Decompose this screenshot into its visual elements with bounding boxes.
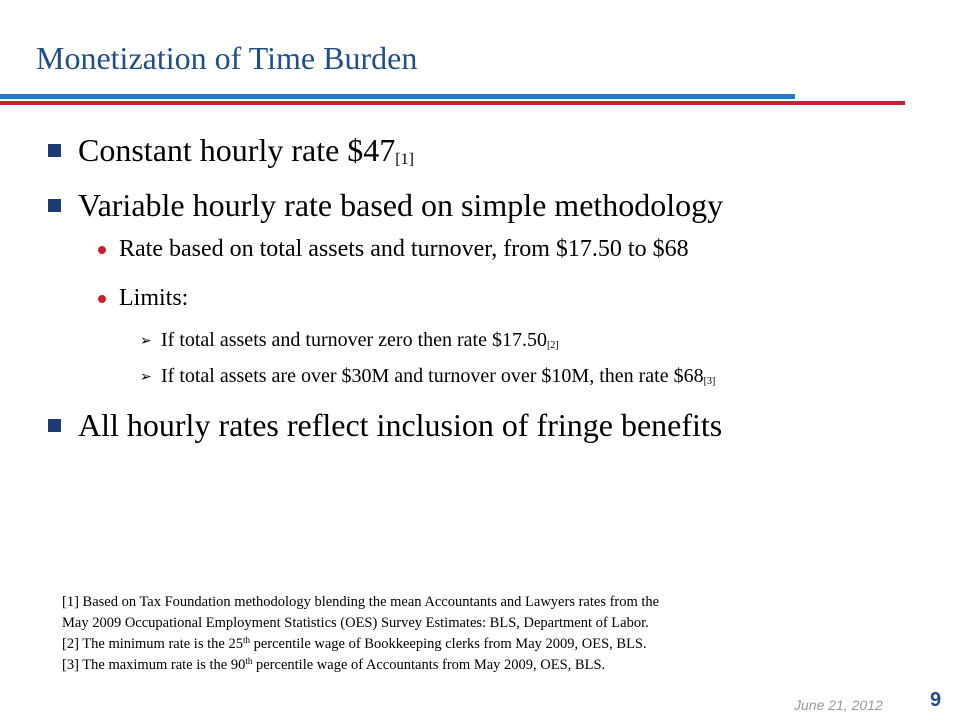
footnote-3-text-end: percentile wage of Accountants from May 2009, OES, BLS. bbox=[252, 657, 606, 673]
footnote-3-superscript: th bbox=[245, 656, 253, 666]
title-rule-red bbox=[0, 101, 905, 105]
footnote-2-text: [2] The minimum rate is the 25 bbox=[62, 636, 243, 652]
footnote-3-text: [3] The maximum rate is the 90 bbox=[62, 657, 246, 673]
subbullet-text: Limits: bbox=[119, 285, 189, 311]
dot-bullet-icon bbox=[98, 246, 106, 254]
footnote-1-line-2: May 2009 Occupational Employment Statistics (OES) Survey Estimates: BLS, Department of Labor. bbox=[62, 615, 649, 631]
subbullet-text: Rate based on total assets and turnover, from $17.50 to $68 bbox=[119, 236, 689, 262]
square-bullet-icon bbox=[48, 419, 61, 432]
bullet-text: Constant hourly rate $47 bbox=[78, 132, 396, 168]
footnote-2 bbox=[62, 634, 862, 655]
subsubbullet-text: If total assets are over $30M and turnover over $10M, then rate $68 bbox=[161, 365, 704, 387]
slide-title: Monetization of Time Burden bbox=[36, 40, 418, 76]
dot-bullet-icon bbox=[98, 295, 106, 303]
square-bullet-icon bbox=[48, 144, 61, 157]
footnote-1-line-1: [1] Based on Tax Foundation methodology blending the mean Accountants and Lawyers rates from the bbox=[62, 594, 660, 610]
arrow-bullet-icon: ➢ bbox=[140, 333, 152, 349]
footnote-2-text-end: percentile wage of Bookkeeping clerks from May 2009, OES, BLS. bbox=[249, 636, 647, 652]
footnote-ref: [1] bbox=[395, 151, 414, 169]
page-number: 9 bbox=[930, 689, 942, 711]
footer-date: June 21, 2012 bbox=[794, 697, 883, 713]
footnote-ref: [2] bbox=[546, 340, 559, 351]
subsubbullet-text: If total assets and turnover zero then rate $17.50 bbox=[161, 329, 547, 351]
bullet-text: Variable hourly rate based on simple methodology bbox=[78, 187, 724, 223]
footnote-3 bbox=[62, 655, 862, 676]
title-rule-blue bbox=[0, 94, 795, 99]
arrow-bullet-icon: ➢ bbox=[140, 369, 152, 385]
bullet-text: All hourly rates reflect inclusion of fringe benefits bbox=[78, 407, 723, 443]
footnotes bbox=[62, 592, 862, 676]
footnote-ref: [3] bbox=[703, 376, 716, 387]
footnote-2-superscript: th bbox=[242, 635, 250, 645]
square-bullet-icon bbox=[48, 199, 61, 212]
